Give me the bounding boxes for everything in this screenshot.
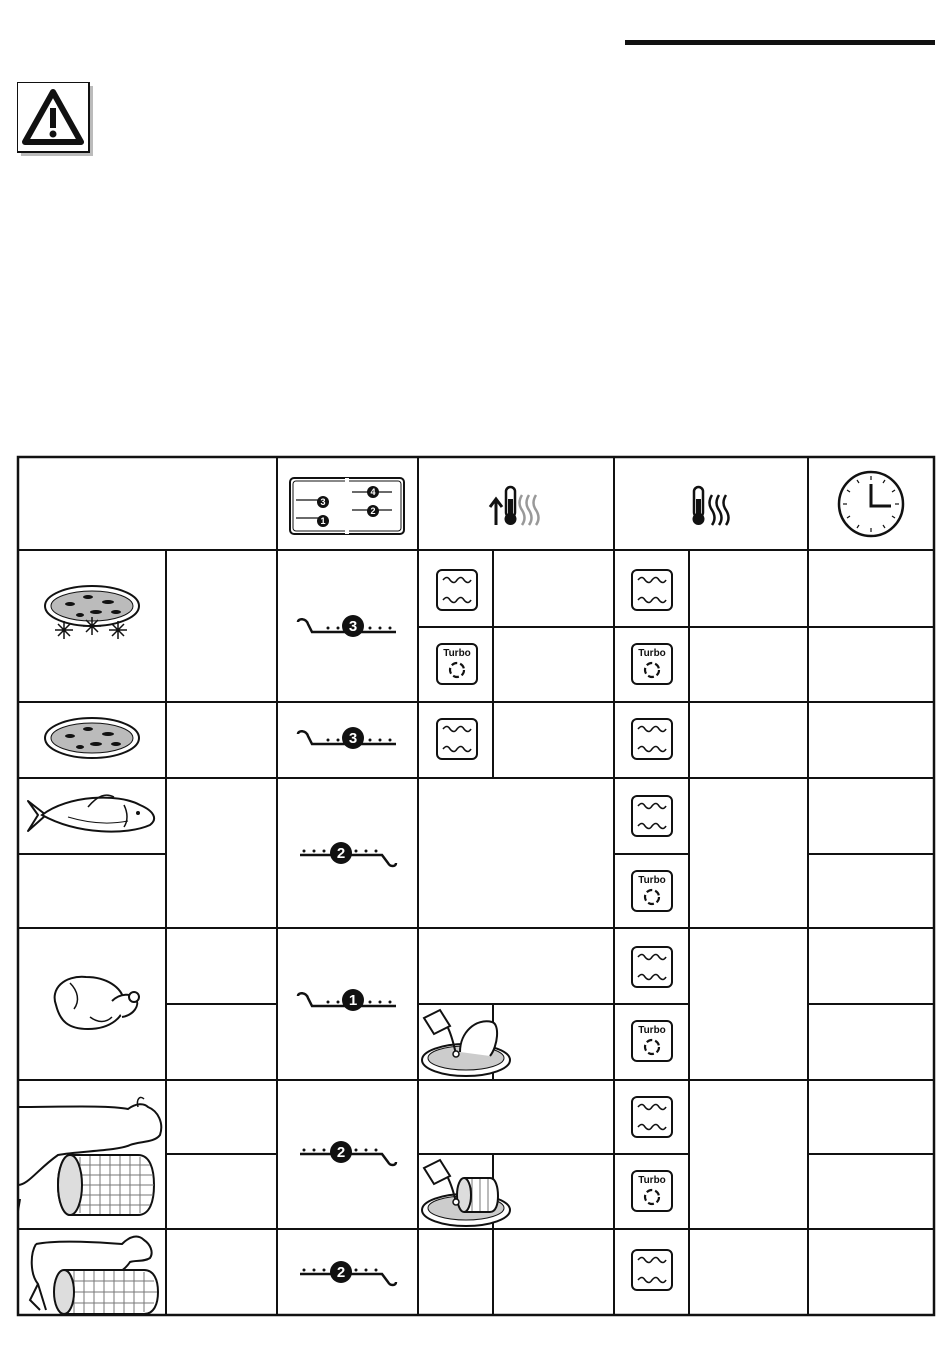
shelf-number-row5: 2 [336, 1144, 346, 1161]
shelf-2-icon [300, 1261, 396, 1285]
pizza-icon [45, 718, 139, 758]
top-bottom-heat-icon [632, 1097, 672, 1137]
turbo-fan-icon [632, 871, 672, 911]
shelf-number-row3: 2 [336, 845, 346, 862]
turbo-fan-icon [632, 1171, 672, 1211]
preheat-thermometer-icon [490, 487, 539, 525]
shelf-level-2-label: 2 [370, 506, 376, 516]
shelf-3-icon [298, 615, 396, 637]
thermometer-heat-icon [693, 487, 729, 525]
chicken-icon [55, 977, 139, 1029]
clock-icon [839, 472, 903, 536]
beef-roast-icon [18, 1097, 161, 1215]
shelf-number-row4: 1 [348, 992, 358, 1009]
shelf-number-row2: 3 [348, 730, 358, 747]
turbo-label: Turbo [638, 648, 666, 659]
top-bottom-heat-icon [437, 570, 477, 610]
top-bottom-heat-icon [632, 719, 672, 759]
turbo-fan-icon [632, 1021, 672, 1061]
basting-roast-icon [422, 1160, 510, 1226]
turbo-label: Turbo [443, 648, 471, 659]
shelf-2-icon [300, 842, 396, 866]
turbo-fan-icon [632, 644, 672, 684]
shelf-level-1-label: 1 [320, 516, 326, 526]
basting-chicken-icon [422, 1010, 510, 1076]
shelf-number-row6: 2 [336, 1264, 346, 1281]
top-bottom-heat-icon [632, 1250, 672, 1290]
turbo-label: Turbo [638, 875, 666, 886]
top-bottom-heat-icon [632, 796, 672, 836]
shelf-3-icon [298, 727, 396, 749]
turbo-label: Turbo [638, 1025, 666, 1036]
shelf-level-4-label: 4 [370, 487, 376, 497]
shelf-2-icon [300, 1141, 396, 1165]
frozen-pizza-icon [45, 586, 139, 639]
top-bottom-heat-icon [437, 719, 477, 759]
shelf-levels-icon [290, 478, 404, 534]
shelf-level-3-label: 3 [320, 497, 326, 507]
shelf-number-row1: 3 [348, 618, 358, 635]
top-bottom-heat-icon [632, 570, 672, 610]
fish-icon [28, 795, 154, 831]
turbo-fan-icon [437, 644, 477, 684]
top-bottom-heat-icon [632, 947, 672, 987]
shelf-1-icon [298, 989, 396, 1011]
turbo-label: Turbo [638, 1175, 666, 1186]
veal-roast-icon [30, 1237, 158, 1314]
